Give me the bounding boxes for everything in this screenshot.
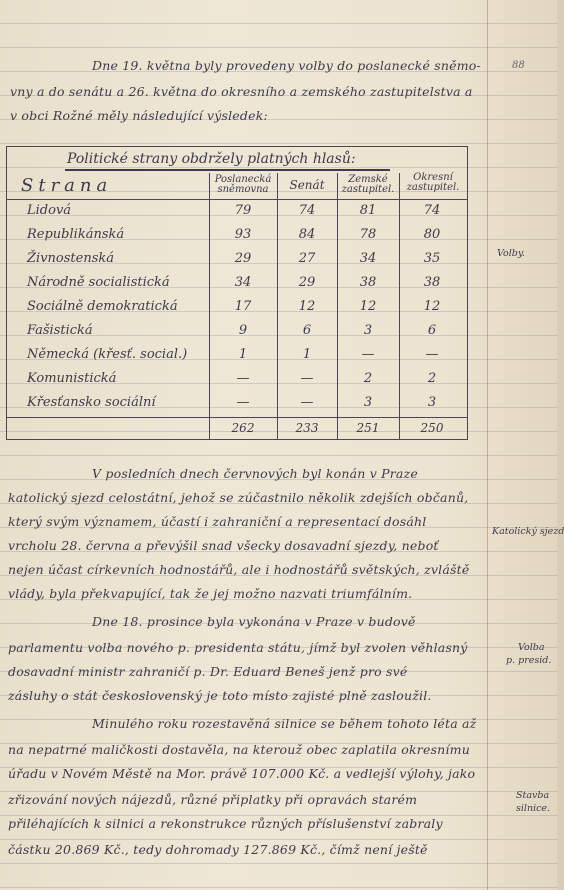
body-line: V posledních dnech červnových byl konán v Praze	[92, 466, 418, 481]
body-line: částku 20.869 Kč., tedy dohromady 127.869 Kč., čímž není ještě	[8, 842, 428, 857]
body-line: který svým významem, účastí i zahraniční a representací dosáhl	[8, 514, 427, 529]
body-line: zřizování nových nájezdů, různé připlatky při opravách starém	[8, 792, 418, 807]
body-line: přiléhajících k silnici a rekonstrukce různých příslušenství zabraly	[8, 816, 443, 831]
intro-line: Dne 19. května byly provedeny volby do poslanecké sněmo-	[92, 58, 481, 73]
body-line: nejen účast církevních hodnostářů, ale i hodnostářů světských, zvláště	[8, 562, 470, 577]
margin-note-volba: Volba	[518, 642, 545, 653]
body-line: parlamentu volba nového p. presidenta státu, jímž byl zvolen věhlasný	[8, 640, 468, 655]
page-number: 88	[512, 60, 525, 71]
table-title: Politické strany obdržely platných hlasů:	[67, 151, 356, 167]
col-header-zemske: Zemské zastupitel.	[341, 174, 395, 195]
party-column-header: Strana	[21, 175, 113, 196]
intro-line: v obci Rožné měly následující výsledek:	[10, 108, 268, 123]
col-header-poslanecka: Poslanecká sněmovna	[214, 174, 272, 195]
body-line: zásluhy o stát československý je toto místo zajisté plně zasloužil.	[8, 688, 432, 703]
body-line: na nepatrné maličkosti dostavěla, na kterouž obec zaplatila okresnímu	[8, 742, 470, 757]
col-header-senat: Senát	[289, 178, 325, 192]
body-line: úřadu v Novém Městě na Mor. právě 107.000 Kč. a vedlejší výlohy, jako	[8, 766, 476, 781]
intro-line: vny a do senátu a 26. května do okresního a zemského zastupitelstva a	[10, 84, 473, 99]
body-line: dosavadní ministr zahraničí p. Dr. Eduard Beneš jenž pro své	[8, 664, 408, 679]
body-line: katolický sjezd celostátní, jehož se zúčastnilo několik zdejších občanů,	[8, 490, 469, 505]
title-underline	[65, 169, 390, 171]
election-results-table: Politické strany obdržely platných hlasů: Strana Poslanecká sněmovna Senát Zemské zastupitel. Okresní zastupitel. Lidová 79 74 81 74 Republikánská 93 84 78 80 Živnostenská 29 27 34 35 Národně socialistická 34 29 38 38 Sociálně demokratická 17 12 12 12 Fašistická 9 6 3 6 Německá (křesť. social.) 1 1 — — Komunistická — — 2 2 Křesťansko sociální — — 3 3 262 233 251 250	[6, 146, 468, 440]
body-line: Minulého roku rozestavěná silnice se během tohoto léta až	[92, 716, 477, 731]
margin-note-stavba-2: silnice.	[516, 803, 551, 814]
margin-note-volby: Volby.	[497, 248, 525, 259]
margin-note-stavba: Stavba	[516, 790, 550, 801]
body-line: vrcholu 28. června a převýšil snad všecky dosavadní sjezdy, neboť	[8, 538, 439, 553]
margin-note-sjezd: Katolický sjezd	[492, 526, 564, 537]
body-line: vlády, byla překvapující, tak že jej možno nazvati triumfálním.	[8, 586, 413, 601]
col-header-okresni: Okresní zastupitel.	[406, 172, 460, 193]
body-line: Dne 18. prosince byla vykonána v Praze v budově	[92, 614, 416, 629]
margin-rule	[487, 0, 488, 890]
margin-note-volba-2: p. presid.	[506, 655, 552, 666]
